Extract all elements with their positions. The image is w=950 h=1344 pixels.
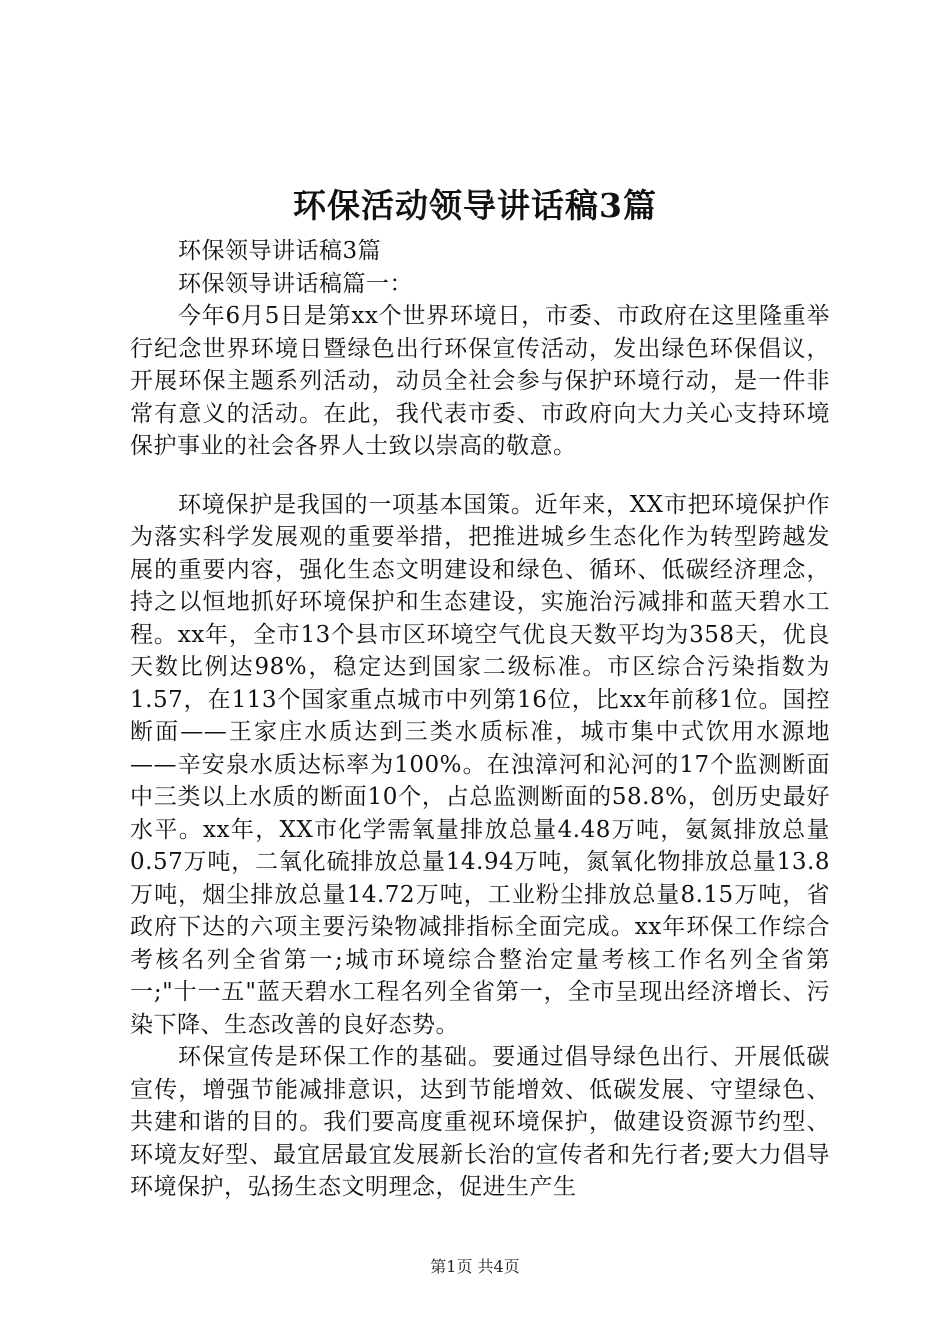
body-paragraph: 今年6月5日是第xx个世界环境日，市委、市政府在这里隆重举行纪念世界环境日暨绿色出行环保宣传活动，发出绿色环保倡议，开展环保主题系列活动，动员全社会参与保护环境行动，是一件非常有意义的活动。在此，我代表市委、市政府向大力关心支持环境保护事业的社会各界人士致以崇高的敬意。 <box>130 303 830 459</box>
paragraph-gap <box>130 463 830 489</box>
body-paragraph: 环保宣传是环保工作的基础。要通过倡导绿色出行、开展低碳宣传，增强节能减排意识，达到节能增效、低碳发展、守望绿色、共建和谐的目的。我们要高度重视环境保护，做建设资源节约型、环境友好型、最宜居最宜发展新长治的宣传者和先行者;要大力倡导环境保护，弘扬生态文明理念，促进生产生 <box>130 1044 830 1200</box>
body-paragraph: 环境保护是我国的一项基本国策。近年来，XX市把环境保护作为落实科学发展观的重要举措，把推进城乡生态化作为转型跨越发展的重要内容，强化生态文明建设和绿色、循环、低碳经济理念，持之以恒地抓好环境保护和生态建设，实施治污减排和蓝天碧水工程。xx年，全市13个县市区环境空气优良天数平均为358天，优良天数比例达98%，稳定达到国家二级标准。市区综合污染指数为1.57，在113个国家重点城市中列第16位，比xx年前移1位。国控断面——王家庄水质达到三类水质标准，城市集中式饮用水源地——辛安泉水质达标率为100%。在浊漳河和沁河的17个监测断面中三类以上水质的断面10个，占总监测断面的58.8%，创历史最好水平。xx年，XX市化学需氧量排放总量4.48万吨，氨氮排放总量0.57万吨，二氧化硫排放总量14.94万吨，氮氧化物排放总量13.8万吨，烟尘排放总量14.72万吨，工业粉尘排放总量8.15万吨，省政府下达的六项主要污染物减排指标全面完成。xx年环保工作综合考核名列全省第一;城市环境综合整治定量考核工作名列全省第一;"十一五"蓝天碧水工程名列全省第一，全市呈现出经济增长、污染下降、生态改善的良好态势。 <box>130 491 830 1038</box>
page-footer: 第1页 共4页 <box>430 1257 520 1276</box>
document-title: 环保活动领导讲话稿3篇 <box>293 186 657 225</box>
document-body <box>130 235 830 1204</box>
subtitle-line: 环保领导讲话稿3篇 <box>178 238 382 264</box>
section-heading: 环保领导讲话稿篇一： <box>178 270 413 297</box>
